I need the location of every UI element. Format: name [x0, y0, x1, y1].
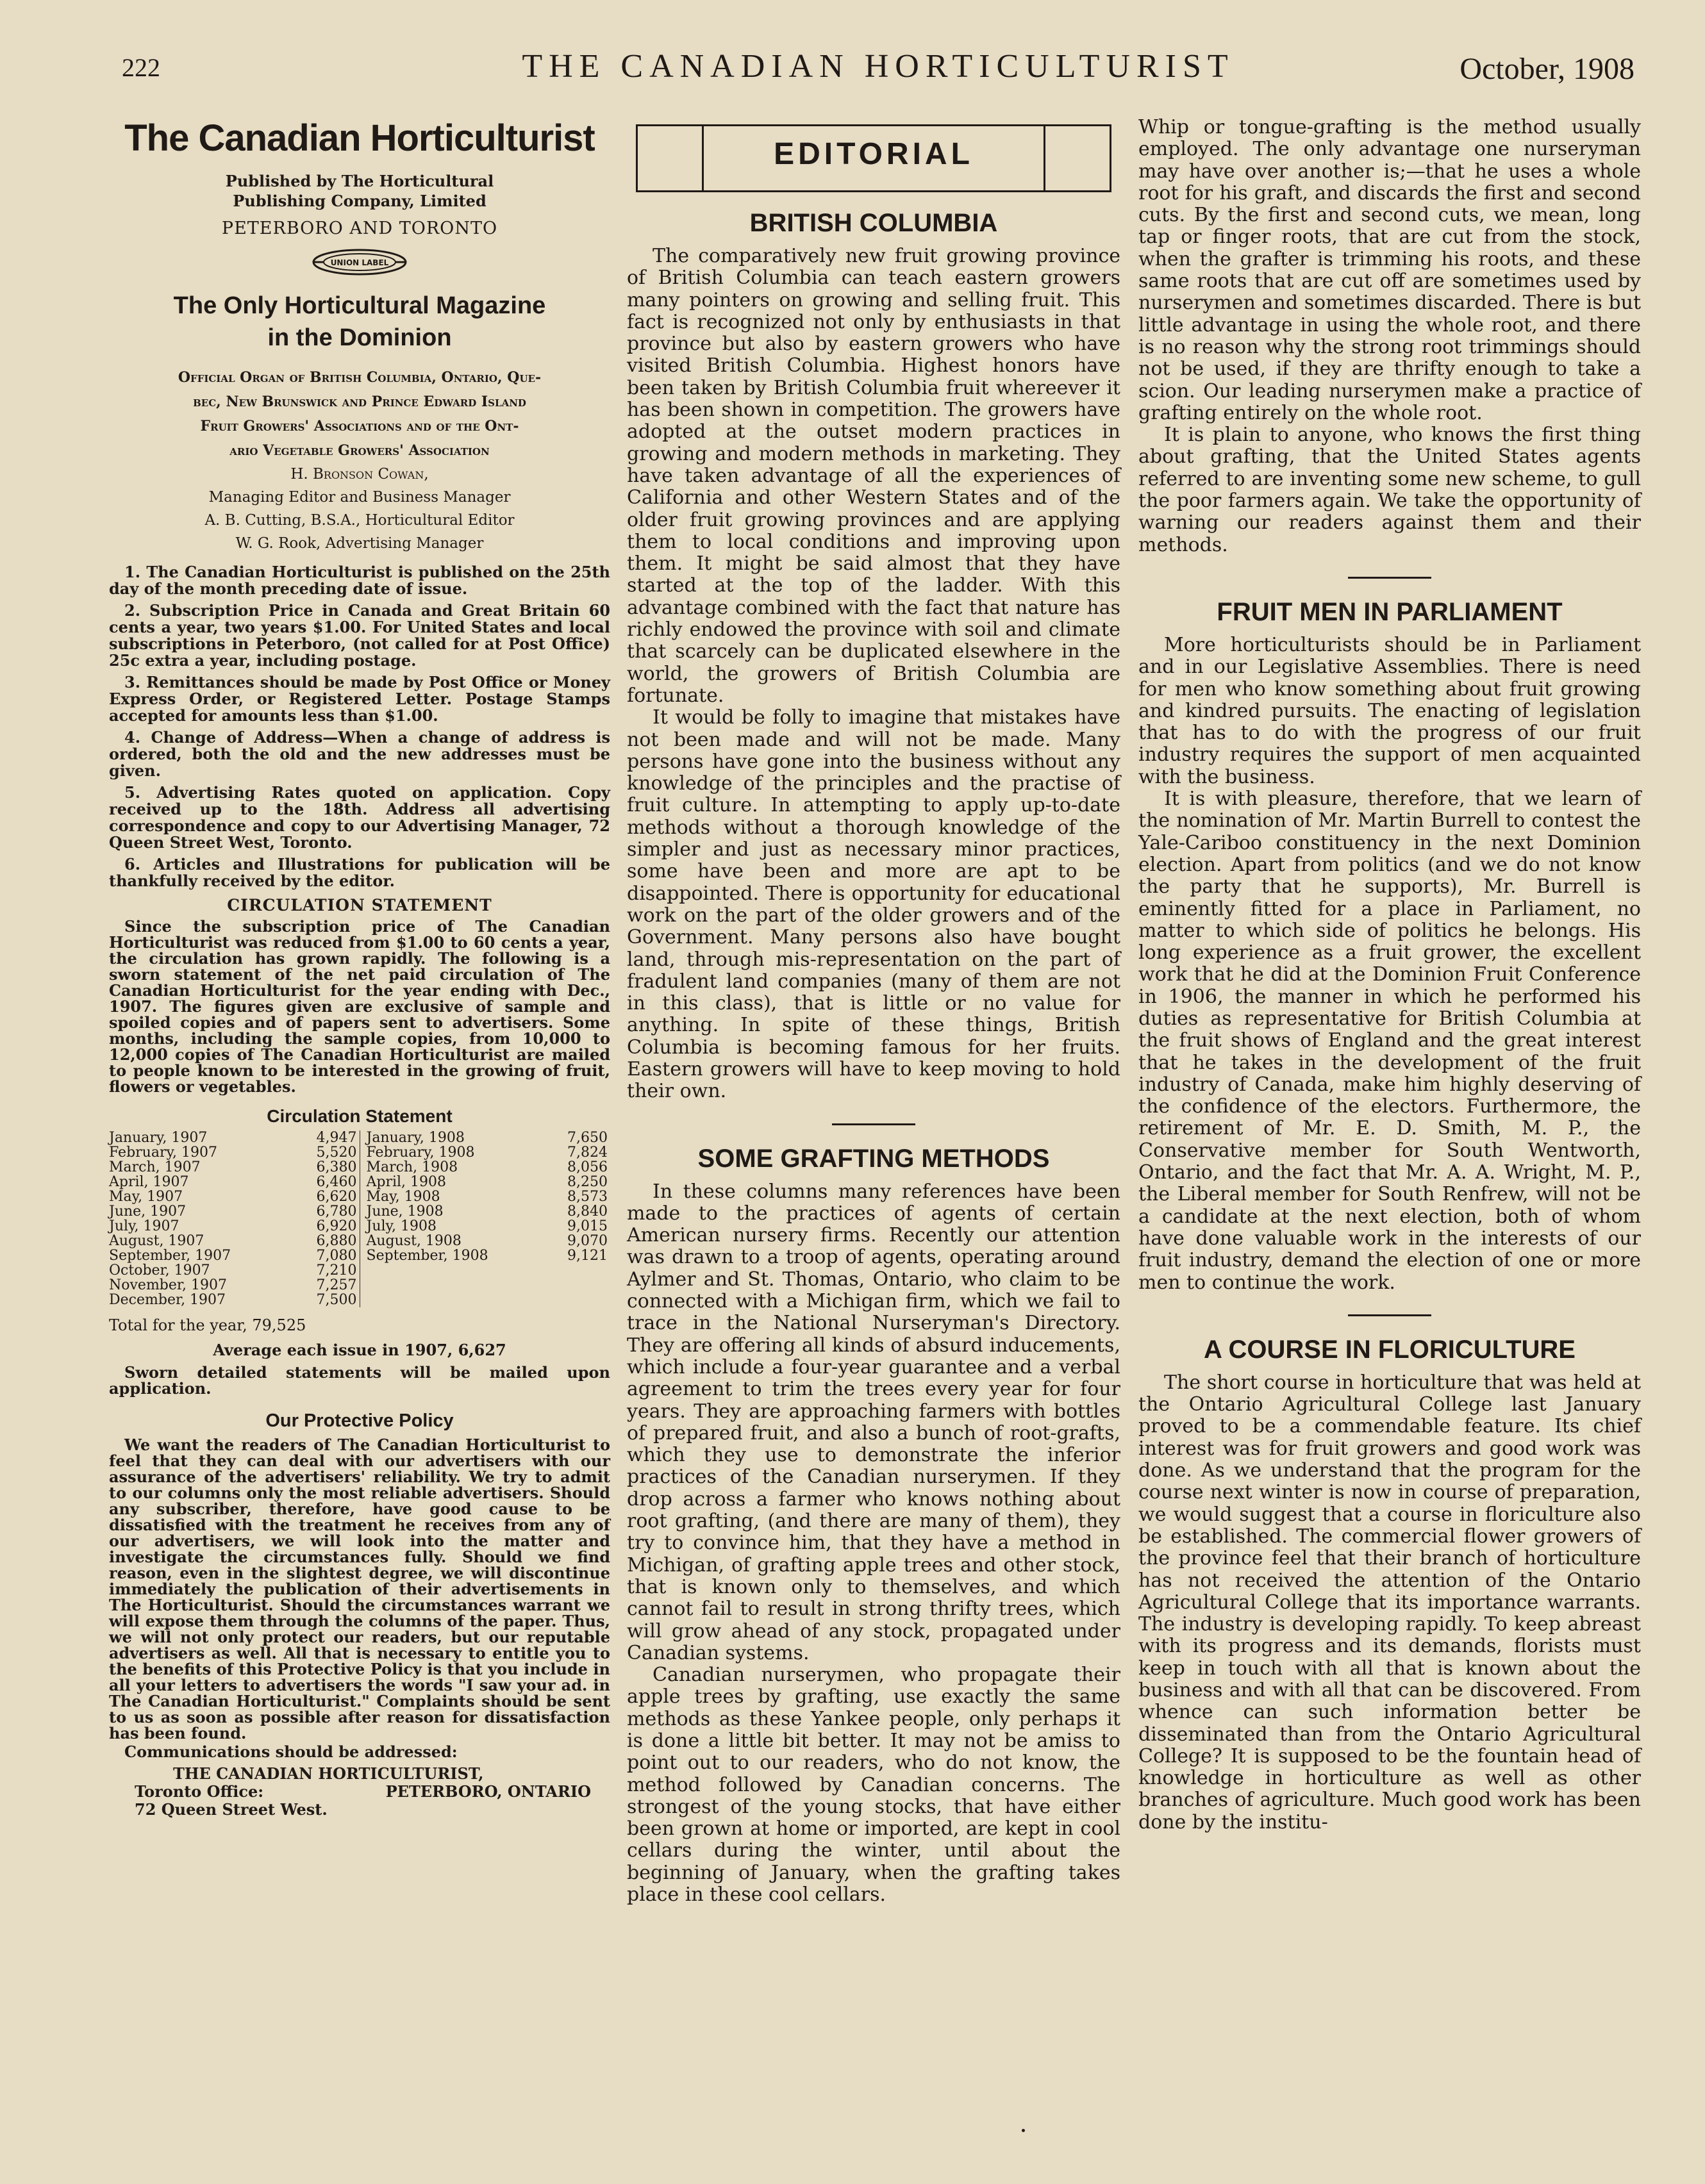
section-divider: [1348, 1314, 1431, 1316]
circulation-cell: October, 1907 7,210: [109, 1263, 360, 1278]
publisher-line-1: Published by The Horticultural: [225, 172, 494, 190]
circulation-cell: June, 1907 6,780: [109, 1204, 360, 1219]
circulation-cell: January, 1907 4,947: [109, 1130, 360, 1145]
parliament-paragraph-2: It is with pleasure, therefore, that we learn of the nomination of Mr. Martin Burrell to contest the Yale-Cariboo constituency in the next Dominion election. Apart from politics (and we do not know the party that he supports), Mr. Burrell is eminently fitted for a place in Parliament, no matter to which side of politics he belongs. His long experience as a fruit grower, the excellent work that he did at the Dominion Fruit Conference in 1906, the manner in which he performed his duties as representative for British Columbia at the fruit shows of England and the great interest that he takes in the development of the fruit industry of Canada, make him highly deserving of the confidence of the electors. Furthermore, the retirement of Mr. E. D. Smith, M. P., the Conservative member for South Wentworth, Ontario, and the fact that Mr. A. A. Wright, M. P., the Liberal member for South Renfrew, will not be a candidate at the next election, both of whom have done valuable work in the interests of our fruit industry, demand the election of one or more men to continue the work.: [1138, 788, 1641, 1294]
staff-hort-editor: A. B. Cutting, B.S.A., Horticultural Editor: [204, 512, 515, 529]
circulation-cell: July, 1908 9,015: [366, 1218, 608, 1234]
circulation-row: [109, 1293, 610, 1307]
floriculture-heading: A COURSE IN FLORICULTURE: [1204, 1335, 1576, 1364]
circulation-row: [109, 1145, 610, 1160]
grafting-heading: SOME GRAFTING METHODS: [697, 1144, 1050, 1173]
circulation-cell: February, 1907 5,520: [109, 1145, 360, 1160]
notice-6: 6. Articles and Illustrations for publication will be thankfully received by the editor.: [109, 855, 610, 890]
circulation-cell: September, 1908 9,121: [366, 1248, 608, 1264]
circulation-heading: CIRCULATION STATEMENT: [227, 896, 492, 914]
circulation-row: [109, 1263, 610, 1278]
staff-ad-manager: W. G. Rook, Advertising Manager: [235, 535, 484, 552]
circulation-cell: April, 1908 8,250: [366, 1174, 608, 1190]
circulation-row: [109, 1130, 610, 1145]
circulation-total: Total for the year, 79,525: [109, 1316, 306, 1334]
circulation-row: [109, 1189, 610, 1204]
section-divider: [832, 1123, 915, 1125]
circulation-cell: August, 1907 6,880: [109, 1234, 360, 1248]
policy-heading: Our Protective Policy: [265, 1410, 454, 1431]
notice-2: 2. Subscription Price in Canada and Great Britain 60 cents a year, two years $1.00. For United States and local subscriptions in Peterboro, (not called for at Post Office) 25c extra a year, including postage.: [109, 601, 610, 670]
bc-heading: BRITISH COLUMBIA: [749, 209, 998, 237]
circulation-cell: July, 1907 6,920: [109, 1219, 360, 1234]
circulation-cell: May, 1908 8,573: [366, 1189, 608, 1205]
circulation-table: [109, 1130, 610, 1307]
circulation-row: [109, 1278, 610, 1293]
circulation-cell: December, 1907 7,500: [109, 1293, 360, 1307]
circulation-row: [109, 1204, 610, 1219]
grafting-paragraph-2: Canadian nurserymen, who propagate their apple trees by grafting, use exactly the same methods as these Yankee people, only perhaps it is done a little bit better. It may not be amiss to point out to our readers, who do not know, the method followed by Canadian concerns. The strongest of the young stocks, that have either been grown at home or imported, are kept in cool cellars during the winter, until about the beginning of January, when the grafting takes place in these cool cellars.: [627, 1664, 1120, 1907]
floriculture-paragraph-1: The short course in horticulture that was held at the Ontario Agricultural College last January proved to be a commendable feature. Its chief interest was for fruit growers and good work was done. As we understand that the program for the course next winter is now in course of preparation, we would suggest that a course in floriculture also be established. The commercial flower growers of the province feel that their branch of horticulture has not received the attention of the Ontario Agricultural College that its importance warrants. The industry is developing rapidly. To keep abreast with its progress and its demands, florists must keep in touch with all that is known about the business and with all that can be discovered. From whence can such information better be disseminated than from the Ontario Agricultural College? It is supposed to be the fountain head of knowledge in horticulture as well as other branches of agriculture. Much good work has been done by the institu-: [1138, 1371, 1641, 1833]
notice-3: 3. Remittances should be made by Post Office or Money Express Order, or Registered Letter. Postage Stamps accepted for amounts less than $1.00.: [109, 673, 610, 725]
notice-4: 4. Change of Address—When a change of address is ordered, both the old and the new addresses must be given.: [109, 728, 610, 780]
grafting-paragraph-1: In these columns many references have been made to the practices of agents of certain American nursery firms. Recently our attention was drawn to a troop of agents, operating around Aylmer and St. Thomas, Ontario, who claim to be connected with a Michigan firm, which we fail to trace in the National Nurseryman's Directory. They are offering all kinds of absurd inducements, which include a four-year guarantee and a verbal agreement to trim the trees every year for four years. They are approaching farmers with bottles of prepared fruit, and also a bunch of root-grafts, which they use to demonstrate the inferior practices of the Canadian nurserymen. If they drop across a farmer who knows nothing about root grafting, (and there are many of them), they try to convince him, that they have a method in Michigan, of grafting apple trees and other stock, that is known only to themselves, and which cannot fail to result in strong thrifty trees, which will grow ahead of any stock, propagated under Canadian systems.: [627, 1180, 1120, 1664]
masthead-title: The Canadian Horticulturist: [124, 117, 595, 159]
staff-editor-role: Managing Editor and Business Manager: [208, 489, 511, 506]
circulation-cell: March, 1908 8,056: [366, 1159, 608, 1175]
circulation-cell: [360, 1263, 610, 1278]
circulation-cell: April, 1907 6,460: [109, 1175, 360, 1189]
notice-5: 5. Advertising Rates quoted on application. Copy received up to the 18th. Address all advertising correspondence and copy to our Advertising Manager, 72 Queen Street West, Toronto.: [109, 783, 610, 852]
issue-date: October, 1908: [1460, 52, 1634, 86]
editorial-banner: EDITORIAL: [636, 124, 1111, 192]
circulation-cell: [360, 1278, 610, 1293]
publisher-cities: PETERBORO AND TORONTO: [221, 219, 498, 238]
grafting-paragraph-3: Whip or tongue-grafting is the method usually employed. The only advantage one nurseryman may have over another is;—that he uses a whole root for his graft, and discards the first and second cuts. By the first and second cuts, we mean, long tap or finger roots, that are cut from the stock, when the grafter is trimming his roots, and these same roots that are cut off are sometimes used by nurserymen and sometimes discarded. There is but little advantage in using the whole root, and there is no reason why the strong root trimmings should not be used, if they are thrifty enough to take a scion. Our leading nurserymen make a practice of grafting entirely on the whole root.: [1138, 116, 1641, 424]
parliament-paragraph-1: More horticulturists should be in Parliament and in our Legislative Assemblies. There is need for men who know something about fruit growing and kindred pursuits. The enacting of legislation that has to do with the progress of our fruit industry requires the support of men acquainted with the business.: [1138, 633, 1641, 788]
circulation-row: [109, 1175, 610, 1189]
official-organ-line-4: ario Vegetable Growers' Association: [229, 442, 490, 459]
circulation-cell: November, 1907 7,257: [109, 1278, 360, 1293]
sworn-statement: Sworn detailed statements will be mailed upon application.: [109, 1363, 610, 1398]
editorial-column-2: [627, 117, 1120, 1906]
seal-text: UNION LABEL: [330, 258, 389, 267]
footer-mark: [1022, 2129, 1025, 2132]
circulation-cell: January, 1908 7,650: [366, 1130, 608, 1146]
circulation-cell: [360, 1293, 610, 1307]
official-organ-line-2: bec, New Brunswick and Prince Edward Island: [193, 393, 526, 410]
circulation-average: Average each issue in 1907, 6,627: [213, 1341, 506, 1359]
grafting-paragraph-4: It is plain to anyone, who knows the first thing about grafting, that the United States agents referred to are inventing some new scheme, to gull the poor farmers again. We take the opportunity of warning our readers against them and their methods.: [1138, 424, 1641, 556]
circulation-row: [109, 1160, 610, 1175]
notice-1: 1. The Canadian Horticulturist is published on the 25th day of the month preceding date of issue.: [109, 563, 610, 598]
circulation-cell: February, 1908 7,824: [366, 1145, 608, 1161]
circulation-row: [109, 1248, 610, 1263]
circulation-row: [109, 1219, 610, 1234]
official-organ-line-3: Fruit Growers' Associations and of the Ont-: [200, 418, 519, 434]
staff-editor: H. Bronson Cowan,: [290, 466, 429, 483]
bc-paragraph-2: It would be folly to imagine that mistakes have not been made and will not be made. Many persons have gone into the business without any knowledge of the principles and the practise of fruit culture. In attempting to apply up-to-date methods without a thorough knowledge of the simpler and just as necessary minor practices, some have been and more are apt to be disappointed. There is opportunity for educational work on the part of the older growers and of the Government. Many persons also have bought land, through mis-representation on the part of fradulent land companies (many of them are not in this class), that is little or no value for anything. In spite of these things, British Columbia is becoming famous for her fruits. Eastern growers will have to keep moving to hold their own.: [627, 706, 1120, 1103]
circulation-text: Since the subscription price of The Canadian Horticulturist was reduced from $1.00 to 60 cents a year, the circulation has grown rapidly. The following is a sworn statement of the net paid circulation of The Canadian Horticulturist for the year ending with Dec., 1907. The figures given are exclusive of sample and spoiled copies and of papers sent to advertisers. Some months, including the sample copies, from 10,000 to 12,000 copies of The Canadian Horticulturist are mailed to people known to be interested in the growing of fruit, flowers or vegetables.: [109, 917, 610, 1096]
publisher-line-2: Publishing Company, Limited: [233, 192, 487, 210]
section-divider: [1348, 577, 1431, 579]
circulation-cell: August, 1908 9,070: [366, 1233, 608, 1249]
mailing-address: THE CANADIAN HORTICULTURIST, Toronto Office: PETERBORO, ONTARIO 72 Queen Street West.: [135, 1764, 591, 1819]
circulation-cell: September, 1907 7,080: [109, 1248, 360, 1263]
masthead-column: [109, 117, 610, 1819]
circulation-cell: March, 1907 6,380: [109, 1160, 360, 1175]
union-label-seal-icon: [312, 249, 408, 276]
circulation-row: [109, 1234, 610, 1248]
circulation-table-heading: Circulation Statement: [267, 1106, 453, 1126]
running-header: [122, 47, 1634, 99]
circulation-cell: June, 1908 8,840: [366, 1204, 608, 1220]
editorial-column-3: [1138, 117, 1641, 1833]
circulation-cell: May, 1907 6,620: [109, 1189, 360, 1204]
communications-note: Communications should be addressed:: [124, 1742, 458, 1761]
parliament-heading: FRUIT MEN IN PARLIAMENT: [1217, 597, 1563, 626]
tagline: The Only Horticultural Magazine in the Dominion: [173, 292, 546, 351]
official-organ-line-1: Official Organ of British Columbia, Ontario, Que-: [178, 369, 542, 386]
policy-text: We want the readers of The Canadian Horticulturist to feel that they can deal with our advertisers with our assurance of the advertisers' reliability. We try to admit to our columns only the most reliable advertisers. Should any subscriber, therefore, have good cause to be dissatisfied with the treatment he receives from any of our advertisers, we will look into the matter and investigate the circumstances fully. Should we find reason, even in the slightest degree, we will discontinue immediately the publication of their advertisements in The Horticulturist. Should the circumstances warrant we will expose them through the columns of the paper. Thus, we will not only protect our readers, but our reputable advertisers as well. All that is necessary to entitle you to the benefits of this Protective Policy is that you include in all your letters to advertisers the words "I saw your ad. in The Canadian Horticulturist." Complaints should be sent to us as soon as possible after reason for dissatisfaction has been found.: [109, 1435, 610, 1742]
journal-title: THE CANADIAN HORTICULTURIST: [522, 48, 1235, 85]
bc-paragraph-1: The comparatively new fruit growing province of British Columbia can teach eastern growers many pointers on growing and selling fruit. This fact is recognized not only by enthusiasts in that province but also by eastern growers who have visited British Columbia. Highest honors have been taken by British Columbia fruit whereever it has been shown in competition. The growers have adopted at the outset modern practices in growing and modern methods in marketing. They have taken advantage of all the experiences of California and other Western States and of the older fruit growing provinces and are applying them to local conditions and improving upon them. It might be said almost that they have started at the top of the ladder. With this advantage combined with the fact that nature has richly endowed the province with soil and climate that scarcely can be duplicated elsewhere in the world, the growers of British Columbia are fortunate.: [627, 245, 1120, 707]
page-number: 222: [122, 53, 160, 82]
